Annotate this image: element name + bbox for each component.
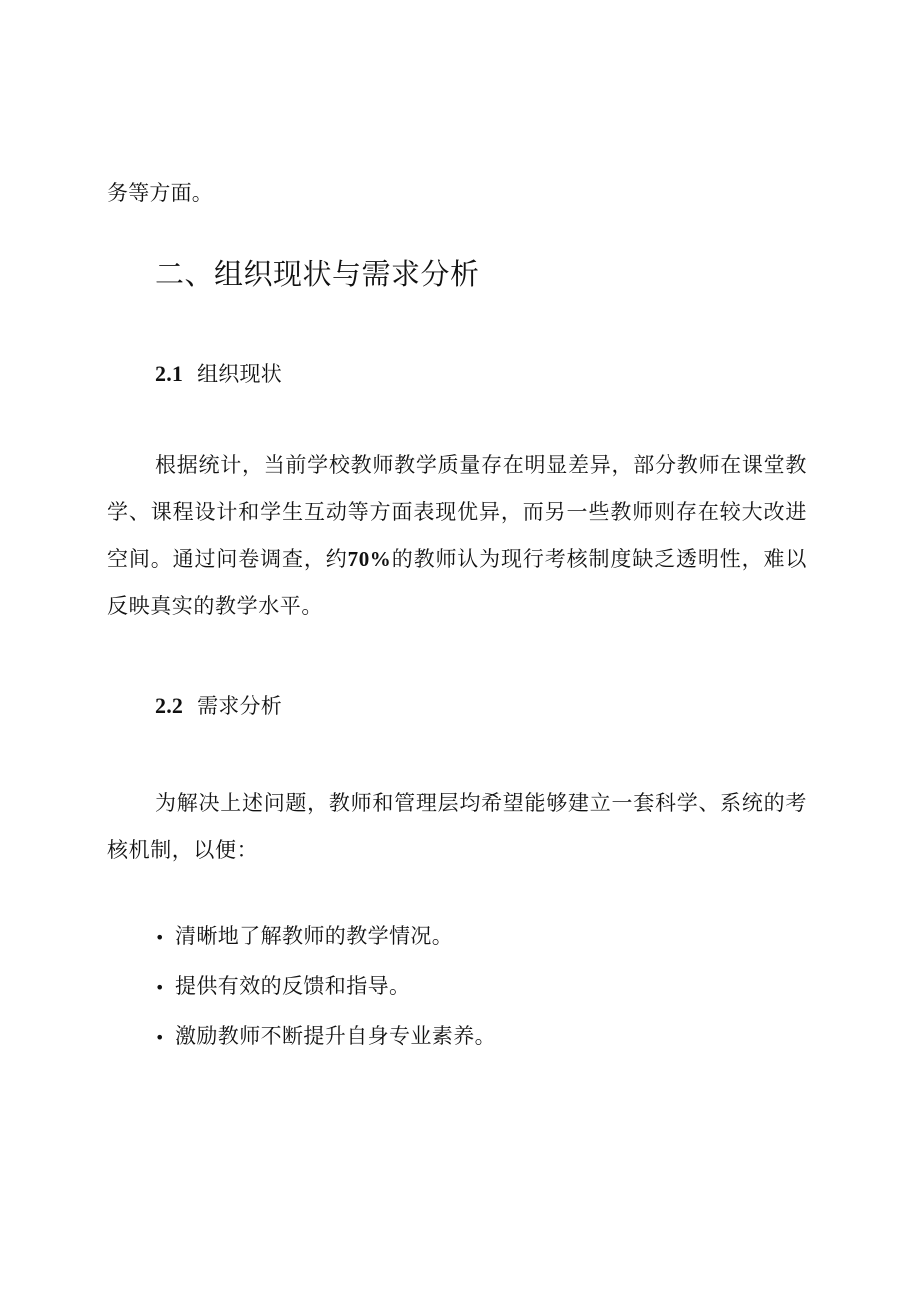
- subsection-number: 2.1: [155, 361, 184, 386]
- paragraph-text: 的教师认为现行考核制度缺乏透明性，难以反映真实的教学水平。: [107, 547, 807, 618]
- subsection-heading-2-2: [155, 694, 282, 718]
- subsection-number: 2.2: [155, 693, 184, 718]
- list-item-text: 激励教师不断提升自身专业素养。: [175, 1024, 496, 1048]
- list-item-text: 提供有效的反馈和指导。: [175, 974, 411, 998]
- list-item-text: 清晰地了解教师的教学情况。: [175, 924, 454, 948]
- bullet-icon: •: [155, 928, 165, 947]
- list-item: [155, 924, 496, 974]
- section-heading: 二、组织现状与需求分析: [155, 257, 480, 291]
- paragraph-needs-analysis: 为解决上述问题，教师和管理层均希望能够建立一套科学、系统的考核机制，以便：: [107, 791, 807, 862]
- percentage-highlight: 70%: [347, 547, 392, 571]
- paragraph-text: 根据统计，当前学校教师教学质量存在明显差异，部分教师在课堂教学、课程设计和学生互动等方面表现优异，而另一些教师则存在较大改进空间。通过问卷调查，约: [107, 453, 807, 571]
- paragraph-organization-status: [107, 442, 807, 630]
- bullet-icon: •: [155, 978, 165, 997]
- subsection-title: 需求分析: [197, 694, 282, 718]
- continuation-text: 务等方面。: [107, 181, 213, 205]
- list-item: [155, 974, 496, 1024]
- needs-bullet-list: [155, 924, 496, 1074]
- list-item: [155, 1024, 496, 1074]
- subsection-heading-2-1: [155, 362, 282, 386]
- subsection-title: 组织现状: [197, 362, 282, 386]
- bullet-icon: •: [155, 1028, 165, 1047]
